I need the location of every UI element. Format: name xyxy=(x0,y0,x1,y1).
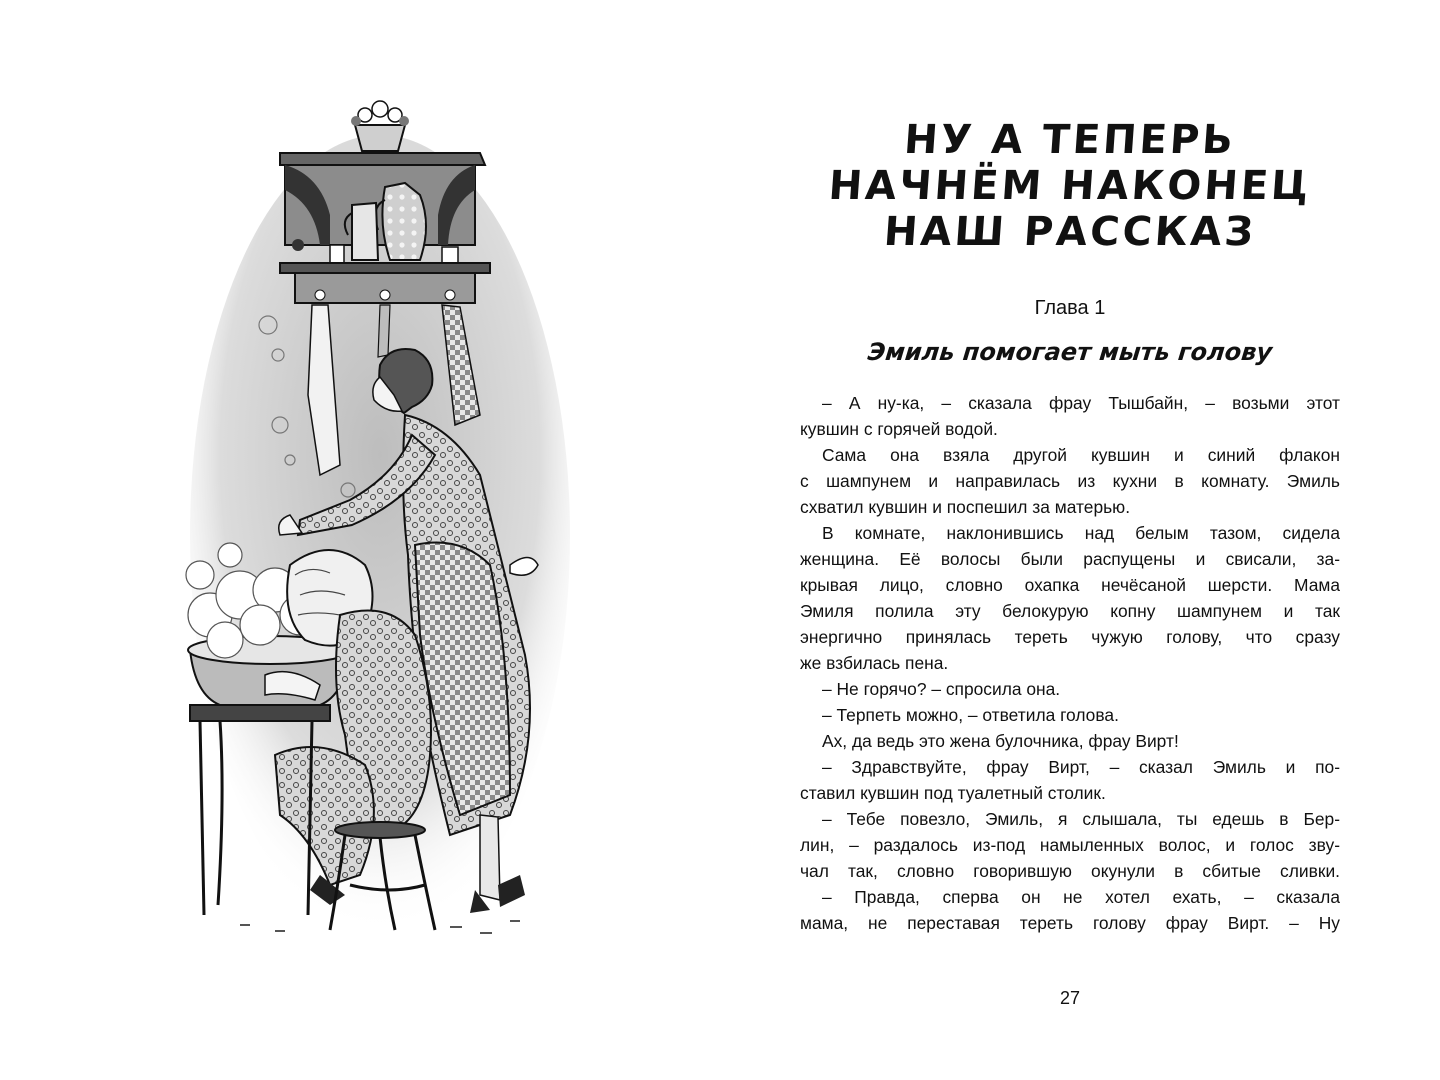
body-line: же взбилась пена. xyxy=(800,653,949,673)
body-line: лин, – раздалось из-под намыленных волос, и голос зву- xyxy=(800,835,1340,855)
illustration-mother-washing-hair xyxy=(180,95,580,945)
body-line: с шампунем и направилась из кухни в комнату. Эмиль xyxy=(800,471,1340,491)
body-line: – Терпеть можно, – ответила голова. xyxy=(822,705,1119,725)
body-line: ставил кувшин под туалетный столик. xyxy=(800,783,1106,803)
body-line: – Здравствуйте, фрау Вирт, – сказал Эмиль и по- xyxy=(822,757,1340,777)
body-line: В комнате, наклонившись над белым тазом, сидела xyxy=(822,523,1340,543)
body-text xyxy=(800,390,1340,936)
body-line: Эмиля полила эту белокурую копну шампунем и так xyxy=(800,601,1340,621)
right-page xyxy=(790,0,1350,1080)
body-line: – Тебе повезло, Эмиль, я слышала, ты едешь в Бер- xyxy=(822,809,1340,829)
body-line: Ах, да ведь это жена булочника, фрау Вирт! xyxy=(822,731,1179,751)
chapter-number: Глава 1 xyxy=(1034,297,1106,319)
body-line: мама, не переставая тереть голову фрау Вирт. – Ну xyxy=(800,913,1340,933)
title-line-1: НУ А ТЕПЕРЬ xyxy=(902,117,1238,163)
body-line: женщина. Её волосы были распущены и свисали, за- xyxy=(800,549,1340,569)
chapter-title: Эмиль помогает мыть голову xyxy=(866,338,1274,366)
body-line: схватил кувшин и поспешил за матерью. xyxy=(800,497,1131,517)
body-line: – Не горячо? – спросила она. xyxy=(822,679,1061,699)
body-line: – Правда, сперва он не хотел ехать, – сказала xyxy=(822,887,1340,907)
flower-pot xyxy=(351,101,409,151)
title-line-2: НАЧНЁМ НАКОНЕЦ xyxy=(827,163,1313,209)
body-line: энергично принялась тереть чужую голову, что сразу xyxy=(800,627,1340,647)
title-line-3: НАШ РАССКАЗ xyxy=(882,209,1258,255)
body-line: крывая лицо, словно охапка нечёсаной шерсти. Мама xyxy=(800,575,1340,595)
body-line: кувшин с горячей водой. xyxy=(800,419,998,439)
body-line: чал так, словно говорившую окунули в сбитые сливки. xyxy=(800,861,1340,881)
body-line: Сама она взяла другой кувшин и синий флакон xyxy=(822,445,1340,465)
page-number: 27 xyxy=(1059,988,1081,1008)
body-line: – А ну-ка, – сказала фрау Тышбайн, – возьми этот xyxy=(822,393,1340,413)
